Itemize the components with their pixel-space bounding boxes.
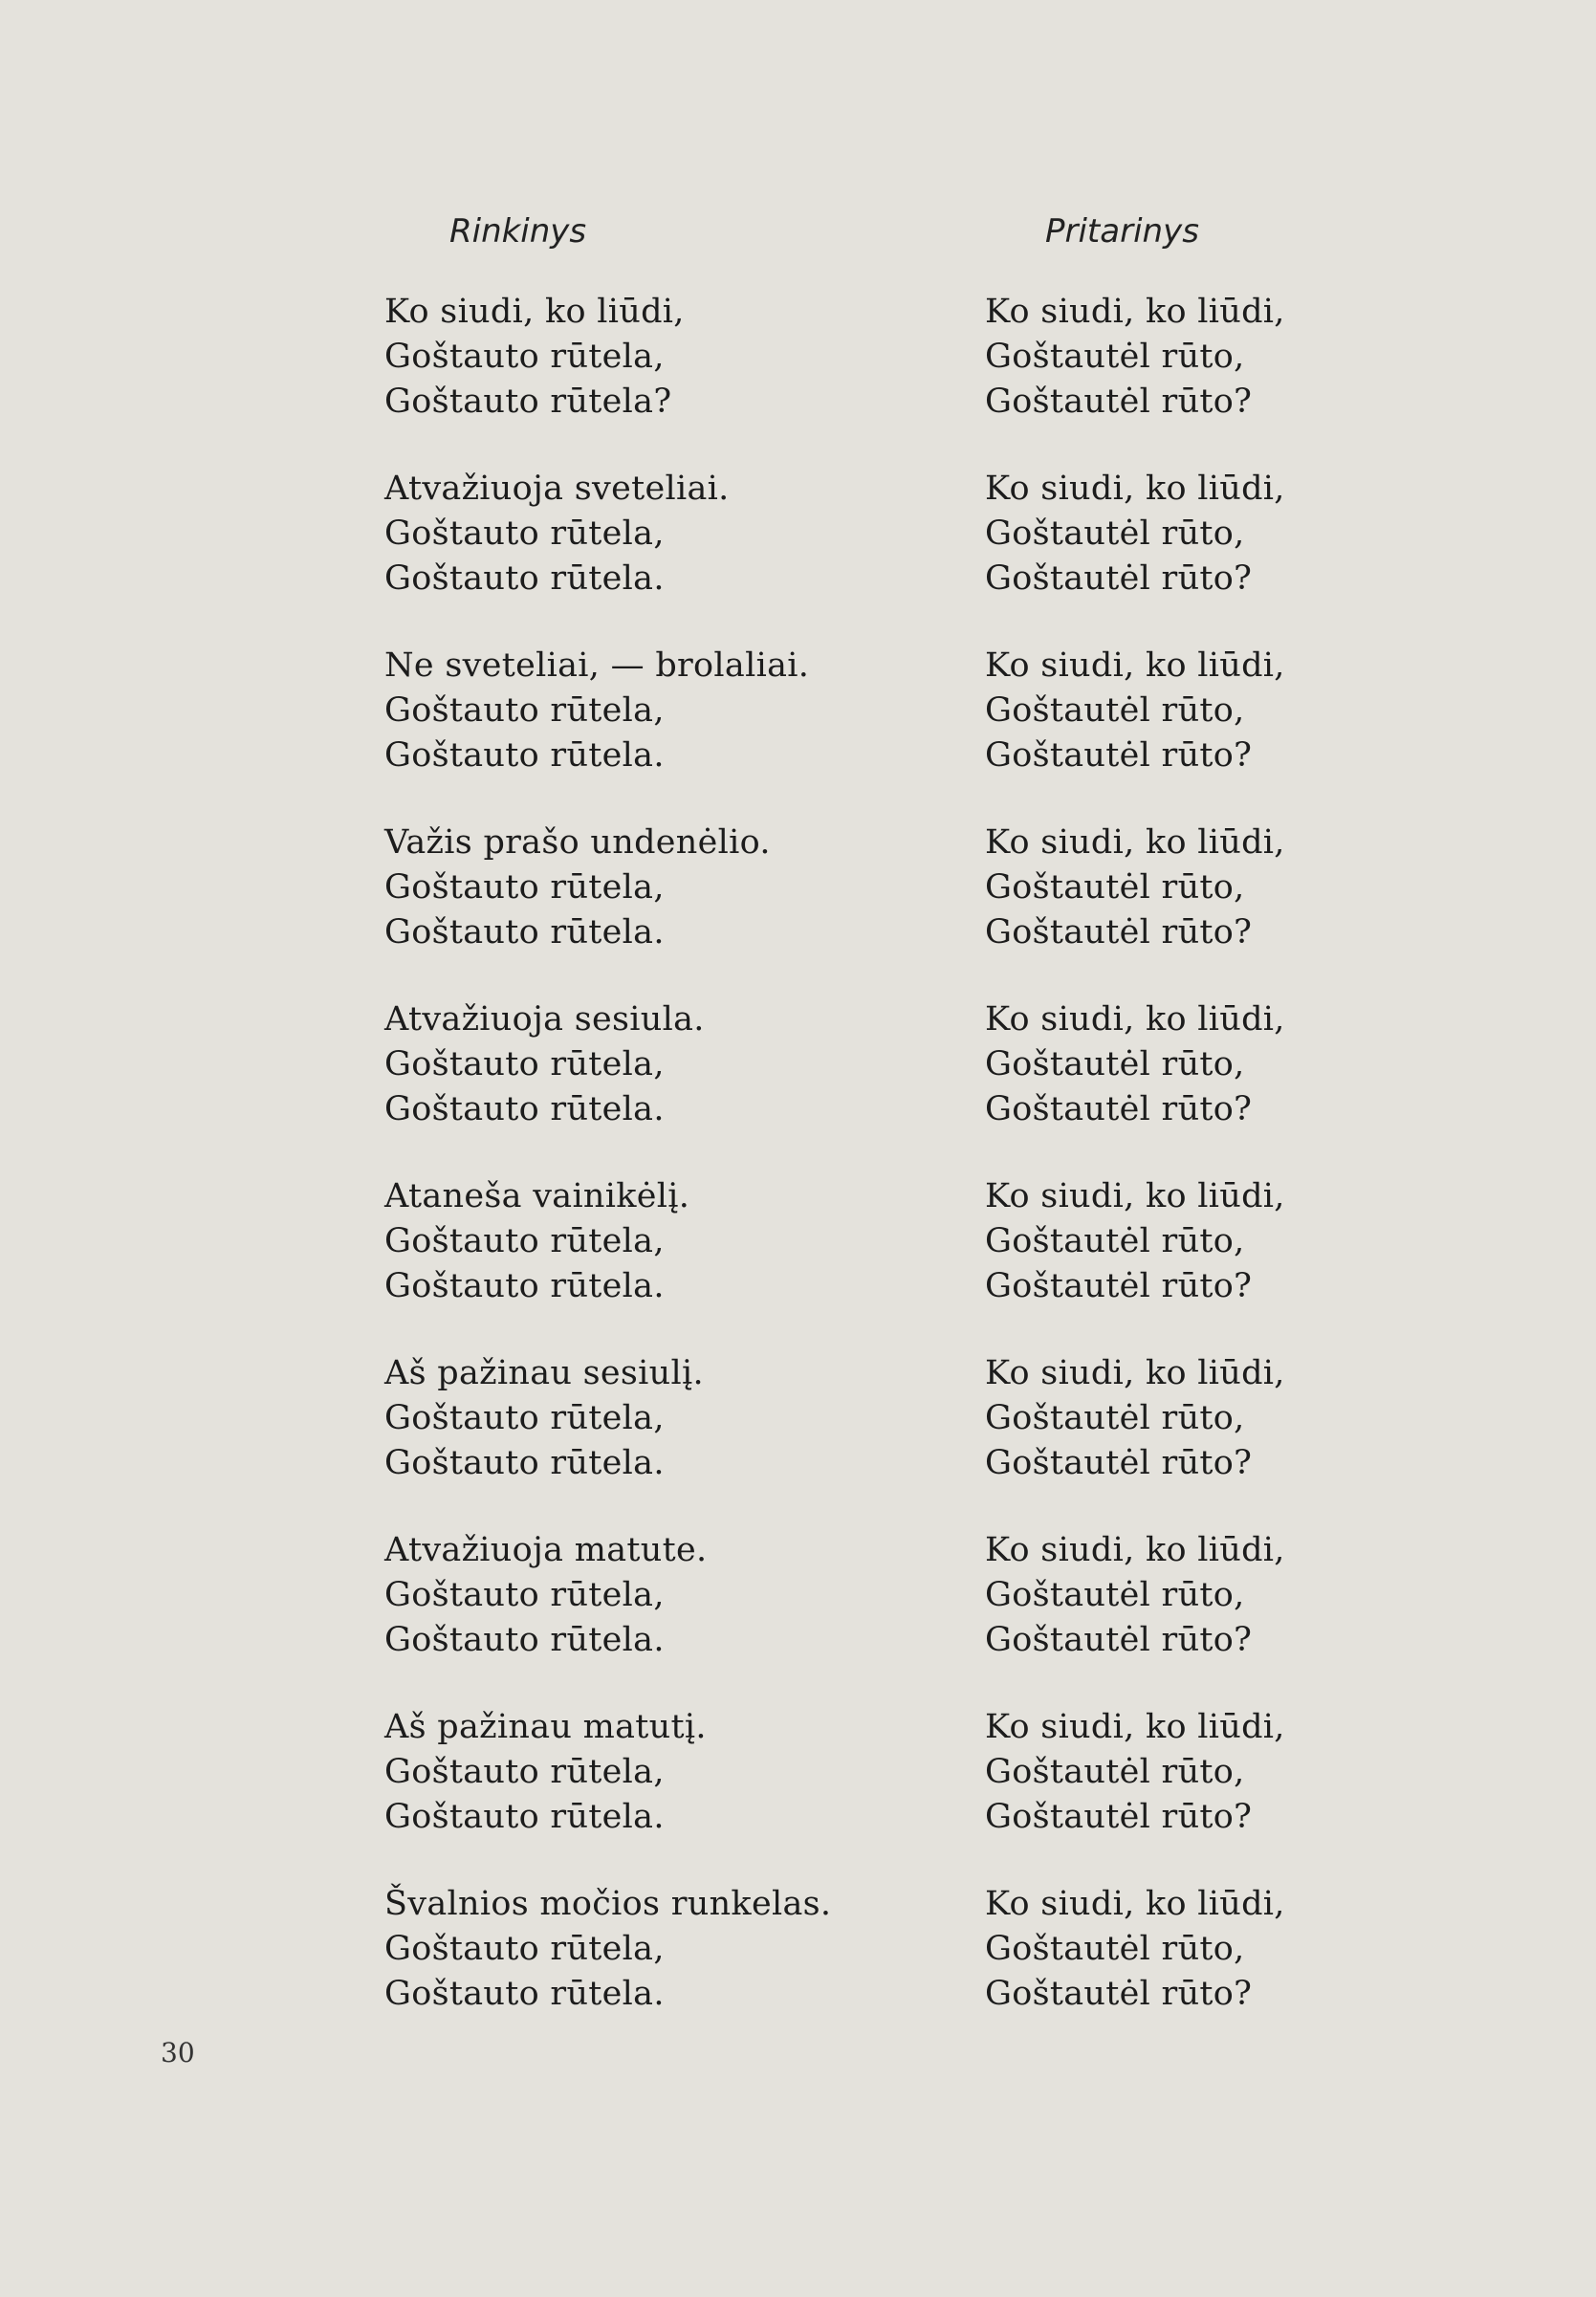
refrain-verse-line: Goštautėl rūto, (985, 868, 1245, 907)
refrain-verse-line: Goštautėl rūto, (985, 514, 1245, 553)
lead-stanza (384, 997, 831, 1174)
refrain-verse-line: Ko siudi, ko liūdi, (985, 470, 1285, 508)
refrain-verse-line: Goštautėl rūto, (985, 338, 1245, 376)
lead-stanza (384, 644, 831, 820)
lead-verse-line: Aš pažinau sesiulį. (384, 1354, 704, 1392)
lead-verse-line: Goštauto rūtela. (384, 1267, 665, 1305)
refrain-verse-line: Goštautėl rūto, (985, 1930, 1245, 1968)
lead-verse-line: Goštauto rūtela. (384, 1621, 665, 1659)
refrain-verse-line: Goštautėl rūto? (985, 913, 1253, 952)
refrain-verse-line: Goštautėl rūto? (985, 383, 1253, 421)
lead-verse-line: Goštauto rūtela. (384, 1090, 665, 1128)
lead-verse-line: Goštauto rūtela, (384, 1045, 665, 1083)
lead-verse-line: Goštauto rūtela, (384, 868, 665, 907)
refrain-stanza (985, 820, 1285, 997)
refrain-verse-line: Goštautėl rūto, (985, 1753, 1245, 1791)
page-number: 30 (161, 2037, 195, 2068)
lead-verse-line: Goštauto rūtela, (384, 1222, 665, 1260)
lead-verse-line: Atvažiuoja matute. (384, 1531, 708, 1569)
refrain-verse-line: Ko siudi, ko liūdi, (985, 1885, 1285, 1923)
refrain-stanza (985, 1882, 1285, 2059)
lead-stanza (384, 290, 831, 467)
refrain-verse-line: Goštautėl rūto? (985, 1798, 1253, 1836)
lead-stanza (384, 1528, 831, 1705)
refrain-verse-line: Goštautėl rūto? (985, 1267, 1253, 1305)
lead-verse-line: Važis prašo undenėlio. (384, 823, 771, 862)
refrain-verse-line: Ko siudi, ko liūdi, (985, 1000, 1285, 1039)
lead-verse-line: Atvažiuoja sesiula. (384, 1000, 705, 1039)
refrain-verse-line: Goštautėl rūto? (985, 1621, 1253, 1659)
refrain-verse-line: Ko siudi, ko liūdi, (985, 1177, 1285, 1215)
lead-verse-line: Atvažiuoja sveteliai. (384, 470, 730, 508)
refrain-stanza (985, 644, 1285, 820)
lead-verse-line: Ko siudi, ko liūdi, (384, 293, 685, 331)
refrain-verses-column (985, 290, 1285, 2059)
lead-verse-line: Goštauto rūtela, (384, 1930, 665, 1968)
column-header-pritarinys: Pritarinys (1045, 212, 1199, 251)
lead-verse-line: Goštauto rūtela. (384, 736, 665, 775)
column-header-rinkinys: Rinkinys (449, 212, 587, 251)
refrain-verse-line: Ko siudi, ko liūdi, (985, 823, 1285, 862)
refrain-stanza (985, 1351, 1285, 1528)
lead-verse-line: Goštauto rūtela, (384, 691, 665, 730)
lead-verse-line: Goštauto rūtela. (384, 1798, 665, 1836)
refrain-verse-line: Ko siudi, ko liūdi, (985, 1354, 1285, 1392)
lead-stanza (384, 820, 831, 997)
lead-verse-line: Goštauto rūtela, (384, 514, 665, 553)
refrain-stanza (985, 467, 1285, 644)
lead-stanza (384, 1882, 831, 2059)
refrain-verse-line: Goštautėl rūto, (985, 691, 1245, 730)
lead-verse-line: Goštauto rūtela, (384, 1753, 665, 1791)
lead-stanza (384, 467, 831, 644)
refrain-stanza (985, 997, 1285, 1174)
refrain-verse-line: Goštautėl rūto? (985, 1975, 1253, 2013)
refrain-verse-line: Ko siudi, ko liūdi, (985, 293, 1285, 331)
refrain-verse-line: Goštautėl rūto, (985, 1399, 1245, 1437)
refrain-verse-line: Ko siudi, ko liūdi, (985, 1531, 1285, 1569)
lead-verse-line: Goštauto rūtela. (384, 1444, 665, 1482)
lead-stanza (384, 1705, 831, 1882)
lead-verse-line: Goštauto rūtela, (384, 1576, 665, 1614)
refrain-stanza (985, 1174, 1285, 1351)
lead-stanza (384, 1174, 831, 1351)
lead-verses-column (384, 290, 831, 2059)
refrain-stanza (985, 1528, 1285, 1705)
refrain-verse-line: Ko siudi, ko liūdi, (985, 646, 1285, 685)
refrain-verse-line: Goštautėl rūto? (985, 1444, 1253, 1482)
lead-verse-line: Goštauto rūtela. (384, 913, 665, 952)
refrain-verse-line: Goštautėl rūto? (985, 1090, 1253, 1128)
refrain-verse-line: Goštautėl rūto, (985, 1222, 1245, 1260)
lead-verse-line: Goštauto rūtela. (384, 1975, 665, 2013)
lead-verse-line: Goštauto rūtela, (384, 1399, 665, 1437)
refrain-verse-line: Ko siudi, ko liūdi, (985, 1708, 1285, 1746)
lead-verse-line: Aš pažinau matutį. (384, 1708, 707, 1746)
lead-verse-line: Goštauto rūtela. (384, 559, 665, 598)
lead-verse-line: Švalnios močios runkelas. (384, 1885, 832, 1923)
refrain-verse-line: Goštautėl rūto, (985, 1045, 1245, 1083)
lead-stanza (384, 1351, 831, 1528)
refrain-verse-line: Goštautėl rūto? (985, 736, 1253, 775)
lead-verse-line: Goštauto rūtela? (384, 383, 672, 421)
refrain-verse-line: Goštautėl rūto? (985, 559, 1253, 598)
lead-verse-line: Ne sveteliai, — brolaliai. (384, 646, 810, 685)
refrain-stanza (985, 1705, 1285, 1882)
lead-verse-line: Goštauto rūtela, (384, 338, 665, 376)
refrain-stanza (985, 290, 1285, 467)
refrain-verse-line: Goštautėl rūto, (985, 1576, 1245, 1614)
lead-verse-line: Ataneša vainikėlį. (384, 1177, 690, 1215)
